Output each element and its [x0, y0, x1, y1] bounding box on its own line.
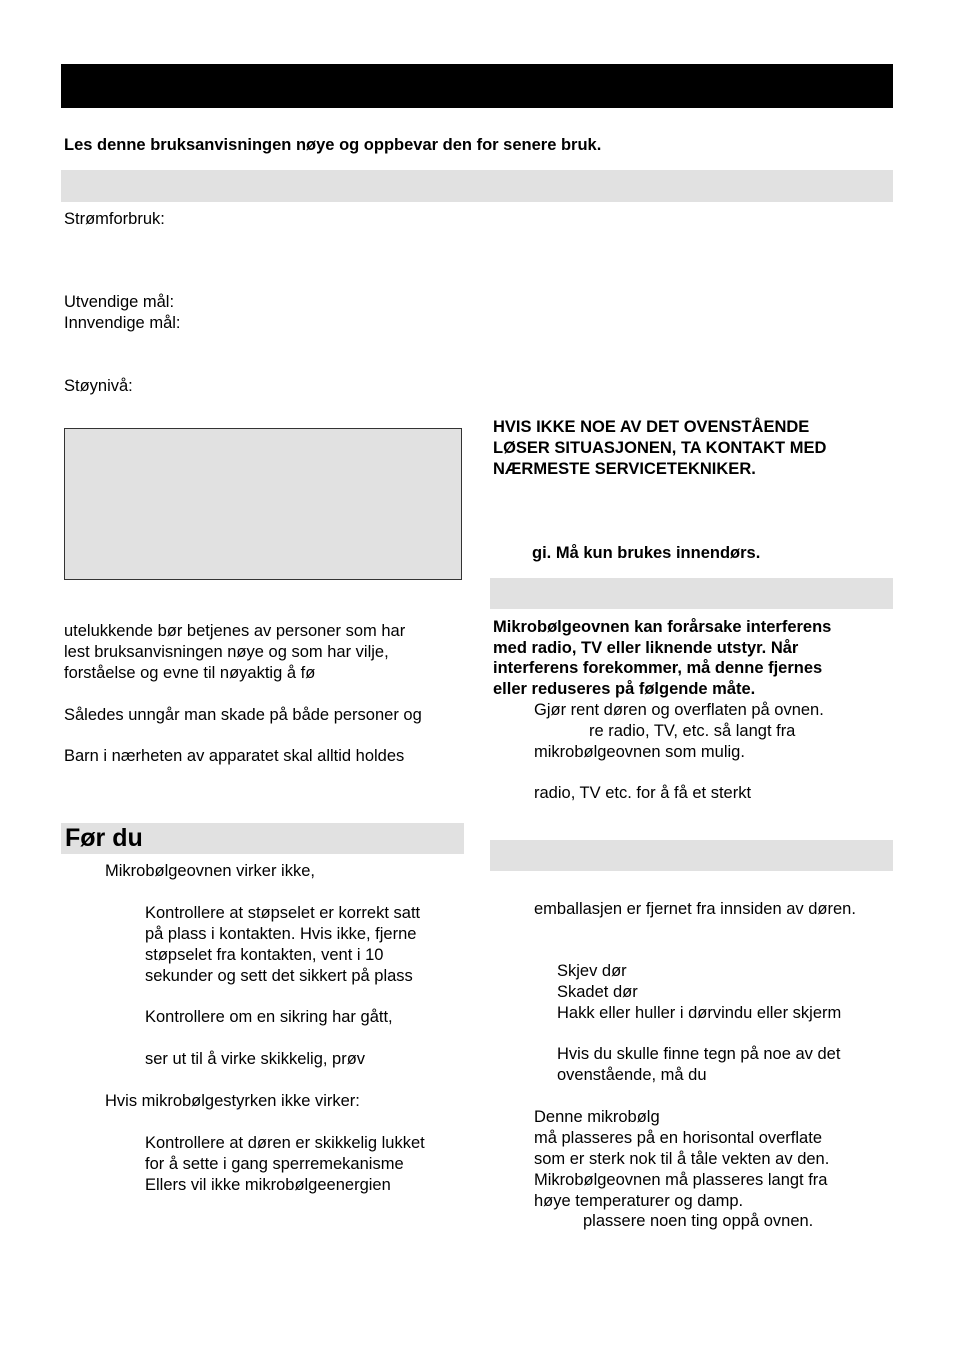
interference-bold-line: interferens forekommer, må denne fjernes	[493, 659, 823, 677]
left-para1-line: forståelse og evne til nøyaktig å fø	[64, 664, 316, 682]
interference-bold-line: eller reduseres på følgende måte.	[493, 680, 756, 698]
placement-line: som er sterk nok til å tåle vekten av den.	[534, 1150, 830, 1168]
placement-line: Denne mikrobølg	[534, 1108, 660, 1126]
signs-line: ovenstående, må du	[557, 1066, 707, 1084]
placement-line: må plasseres på en horisontal overflate	[534, 1129, 822, 1147]
left-para1-line: utelukkende bør betjenes av personer som har	[64, 622, 406, 640]
damage-item: Skadet dør	[557, 983, 638, 1001]
damage-item: Skjev dør	[557, 962, 627, 980]
installation-section-band	[490, 840, 893, 871]
warning-line: HVIS IKKE NOE AV DET OVENSTÅENDE	[493, 418, 810, 436]
before-answer-4-line: Kontrollere at døren er skikkelig lukket	[145, 1134, 425, 1152]
specs-section-band	[61, 170, 893, 202]
before-answer-1-line: sekunder og sett det sikkert på plass	[145, 967, 413, 985]
before-answer-1-line: Kontrollere at støpselet er korrekt satt	[145, 904, 421, 922]
notice-box	[64, 428, 462, 580]
before-question-1: Mikrobølgeovnen virker ikke,	[105, 862, 315, 880]
spec-outer-label: Utvendige mål:	[64, 293, 175, 311]
packaging-text: emballasjen er fjernet fra innsiden av døren.	[534, 900, 856, 918]
damage-item: Hakk eller huller i dørvindu eller skjerm	[557, 1004, 842, 1022]
spec-power-label: Strømforbruk:	[64, 210, 165, 228]
warning-line: NÆRMESTE SERVICETEKNIKER.	[493, 460, 756, 478]
before-answer-1-line: støpselet fra kontakten, vent i 10	[145, 946, 384, 964]
placement-line: Mikrobølgeovnen må plasseres langt fra	[534, 1171, 828, 1189]
before-heading: Før du	[65, 824, 143, 852]
warning-line: LØSER SITUASJONEN, TA KONTAKT MED	[493, 439, 827, 457]
indoor-use-text: gi. Må kun brukes innendørs.	[532, 544, 761, 562]
interference-step-1: Gjør rent døren og overflaten på ovnen.	[534, 701, 824, 719]
placement-line: høye temperaturer og damp.	[534, 1192, 744, 1210]
before-question-2: Hvis mikrobølgestyrken ikke virker:	[105, 1092, 360, 1110]
title-bar	[61, 64, 893, 108]
before-answer-4-line: for å sette i gang sperremekanisme	[145, 1155, 404, 1173]
left-para1-line: lest bruksanvisningen nøye og som har vilje,	[64, 643, 389, 661]
interference-step-2-cont: mikrobølgeovnen som mulig.	[534, 743, 745, 761]
spec-inner-label: Innvendige mål:	[64, 314, 181, 332]
before-answer-2: Kontrollere om en sikring har gått,	[145, 1008, 393, 1026]
interference-bold-line: med radio, TV eller liknende utstyr. Når	[493, 639, 799, 657]
interference-section-band	[490, 578, 893, 609]
interference-step-2: re radio, TV, etc. så langt fra	[589, 722, 796, 740]
spec-noise-label: Støynivå:	[64, 377, 133, 395]
before-answer-1-line: på plass i kontakten. Hvis ikke, fjerne	[145, 925, 417, 943]
intro-text: Les denne bruksanvisningen nøye og oppbevar den for senere bruk.	[64, 136, 602, 154]
before-answer-3: ser ut til å virke skikkelig, prøv	[145, 1050, 366, 1068]
left-para3: Barn i nærheten av apparatet skal alltid holdes	[64, 747, 405, 765]
left-para2: Således unngår man skade på både personer og	[64, 706, 422, 724]
interference-step-3: radio, TV etc. for å få et sterkt	[534, 784, 752, 802]
interference-bold-line: Mikrobølgeovnen kan forårsake interferens	[493, 618, 832, 636]
signs-line: Hvis du skulle finne tegn på noe av det	[557, 1045, 841, 1063]
placement-last-line: plassere noen ting oppå ovnen.	[583, 1212, 814, 1230]
before-answer-4-line: Ellers vil ikke mikrobølgeenergien	[145, 1176, 391, 1194]
